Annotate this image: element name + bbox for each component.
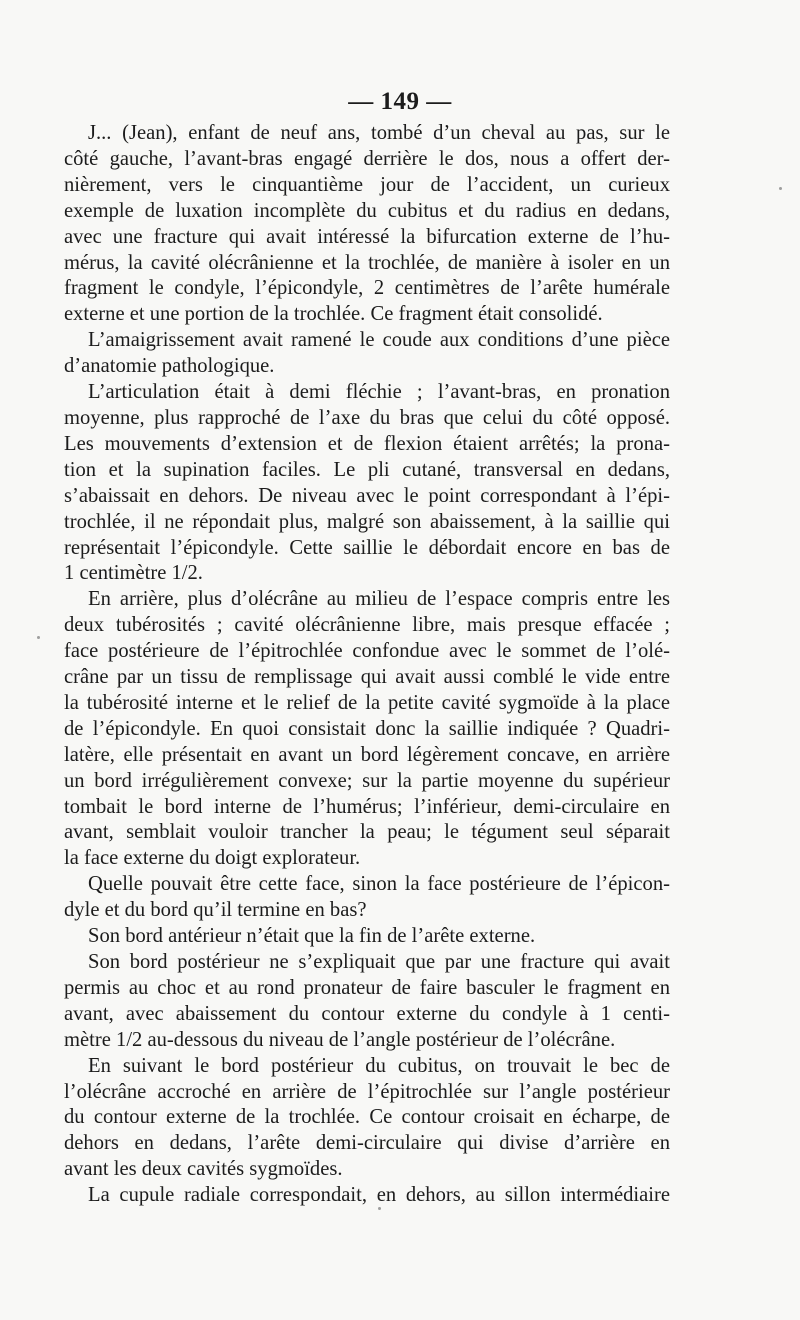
text-line: dehors en dedans, l’arête demi-circulaire qui divise d’arrière en: [64, 1132, 670, 1155]
text-line: En arrière, plus d’olécrâne au milieu de l’espace compris entre les: [88, 588, 670, 611]
text-line: du contour externe de la trochlée. Ce contour croisait en écharpe, de: [64, 1106, 670, 1129]
text-line: L’articulation était à demi fléchie ; l’avant-bras, en pronation: [88, 381, 670, 404]
text-line: Son bord postérieur ne s’expliquait que par une fracture qui avait: [88, 951, 670, 973]
text-line: tombait le bord interne de l’humérus; l’inférieur, demi-circulaire en: [64, 795, 670, 818]
text-line: de l’épicondyle. En quoi consistait donc la saillie indiquée ? Quadri-: [64, 717, 670, 740]
text-line: un bord irrégulièrement convexe; sur la partie moyenne du supérieur: [64, 769, 670, 792]
text-line: d’anatomie pathologique.: [64, 355, 275, 378]
text-line: avant les deux cavités sygmoïdes.: [64, 1158, 343, 1181]
text-line: avant, semblait vouloir trancher la peau; le tégument seul séparait: [64, 821, 670, 844]
text-line: mérus, la cavité olécrânienne et la trochlée, de manière à isoler en un: [64, 251, 670, 274]
text-line: J... (Jean), enfant de neuf ans, tombé d’un cheval au pas, sur le: [88, 122, 670, 144]
text-line: face postérieure de l’épitrochlée confondue avec le sommet de l’olé-: [64, 640, 670, 663]
text-line: trochlée, il ne répondait plus, malgré son abaissement, à la saillie qui: [64, 510, 670, 533]
text-line: L’amaigrissement avait ramené le coude aux conditions d’une pièce: [88, 329, 670, 352]
text-line: permis au choc et au rond pronateur de faire basculer le fragment en: [64, 976, 670, 999]
text-line: côté gauche, l’avant-bras engagé derrière le dos, nous a offert der-: [64, 147, 670, 170]
text-line: s’abaissait en dehors. De niveau avec le point correspondant à l’épi-: [64, 484, 670, 507]
text-line: dyle et du bord qu’il termine en bas?: [64, 899, 367, 922]
text-line: nièrement, vers le cinquantième jour de l’accident, un curieux: [64, 173, 670, 196]
body-text: [64, 121, 670, 1209]
print-speck: [378, 1207, 381, 1210]
text-line: fragment le condyle, l’épicondyle, 2 centimètres de l’arête humérale: [64, 277, 670, 300]
text-line: la face externe du doigt explorateur.: [64, 847, 361, 870]
text-line: La cupule radiale correspondait, en dehors, au sillon intermédiaire: [88, 1184, 670, 1207]
text-line: avant, avec abaissement du contour externe du condyle à 1 centi-: [64, 1002, 670, 1025]
text-line: Son bord antérieur n’était que la fin de l’arête externe.: [88, 925, 536, 948]
print-speck: [779, 187, 782, 190]
text-line: avec une fracture qui avait intéressé la bifurcation externe de l’hu-: [64, 225, 670, 248]
text-line: l’olécrâne accroché en arrière de l’épitrochlée sur l’angle postérieur: [64, 1080, 670, 1103]
text-line: Quelle pouvait être cette face, sinon la face postérieure de l’épicon-: [88, 873, 670, 896]
text-line: représentait l’épicondyle. Cette saillie le débordait encore en bas de: [64, 536, 670, 559]
text-line: En suivant le bord postérieur du cubitus, on trouvait le bec de: [88, 1054, 670, 1077]
text-line: la tubérosité interne et le relief de la petite cavité sygmoïde à la place: [64, 691, 670, 714]
print-speck: [37, 636, 40, 639]
text-line: 1 centimètre 1/2.: [64, 562, 203, 585]
text-line: exemple de luxation incomplète du cubitus et du radius en dedans,: [64, 199, 670, 222]
text-line: externe et une portion de la trochlée. Ce fragment était consolidé.: [64, 303, 603, 326]
page-number: — 149 —: [348, 88, 452, 115]
text-line: latère, elle présentait en avant un bord légèrement concave, en arrière: [64, 743, 670, 766]
text-line: crâne par un tissu de remplissage qui avait aussi comblé le vide entre: [64, 666, 670, 689]
text-line: deux tubérosités ; cavité olécrânienne libre, mais presque effacée ;: [64, 614, 670, 637]
text-line: moyenne, plus rapproché de l’axe du bras que celui du côté opposé.: [64, 406, 670, 429]
text-line: mètre 1/2 au-dessous du niveau de l’angle postérieur de l’olécrâne.: [64, 1028, 616, 1051]
text-line: tion et la supination faciles. Le pli cutané, transversal en dedans,: [64, 458, 670, 481]
text-line: Les mouvements d’extension et de flexion étaient arrêtés; la prona-: [64, 432, 670, 455]
